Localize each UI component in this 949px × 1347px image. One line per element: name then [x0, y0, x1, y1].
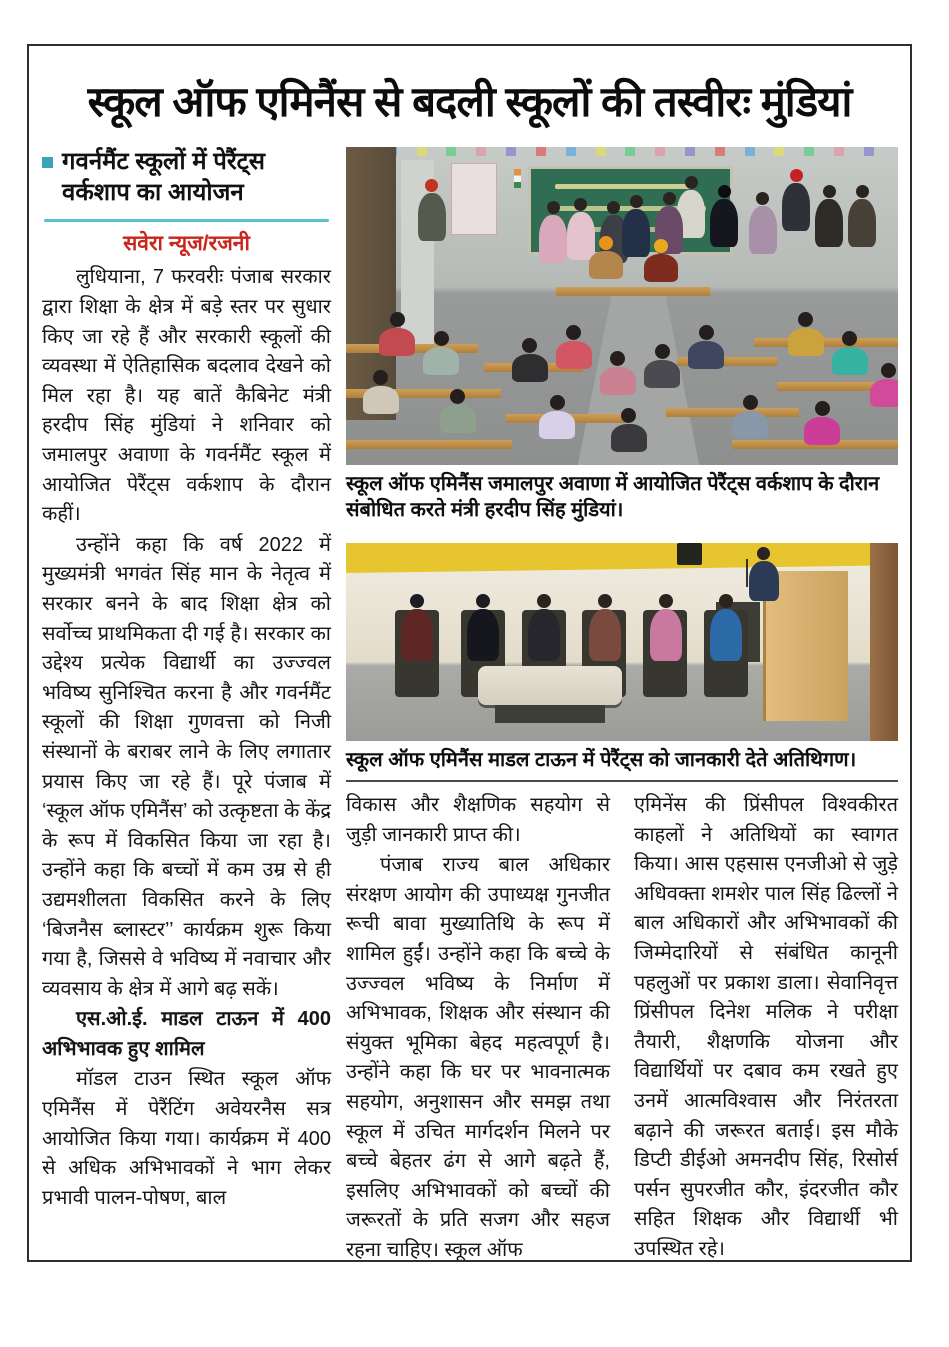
paragraph: लुधियाना, 7 फरवरीः पंजाब सरकार द्वारा शिक्षा के क्षेत्र में बड़े स्तर पर सुधार किए जा रहे हैं और सरकारी स्कूलों की व्यवस्था में ऐतिहासिक बदलाव देखने को मिल रहा है। यह बातें कैबिनेट मंत्री हरदीप सिंह मुंडियां ने शनिवार को जमालपुर अवाणा के गवर्नमैंट स्कूल में आयोजित पेरैंट्स वर्कशाप के दौरान कहीं। — [42, 266, 331, 526]
column-right — [634, 791, 898, 1262]
bunting-icon — [625, 147, 635, 156]
person-figure — [539, 201, 567, 263]
pillar — [870, 543, 898, 741]
person-figure — [788, 312, 824, 356]
paragraph: विकास और शैक्षणिक सहयोग से जुड़ी जानकारी प्राप्त की। — [346, 794, 610, 846]
bunting-icon — [446, 147, 456, 156]
person-figure — [418, 179, 446, 241]
headline: स्कूल ऑफ एमिनैंस से बदली स्कूलों की तस्वीरः मुंडियां — [87, 78, 852, 125]
bunting-icon — [536, 147, 546, 156]
person-figure — [589, 594, 621, 661]
photo-caption-1: स्कूल ऑफ एमिनैंस जमालपुर अवाणा में आयोजित पेरैंट्स वर्कशाप के दौरान संबोधित करते मंत्री हरदीप सिंह मुंडियां। — [346, 473, 880, 521]
bunting-icon — [566, 147, 576, 156]
person-figure — [539, 395, 575, 439]
person-figure — [644, 344, 680, 388]
person-figure — [732, 395, 768, 439]
person-figure — [782, 169, 810, 231]
table-base — [495, 705, 605, 723]
flag-icon — [514, 176, 521, 182]
desk — [754, 338, 898, 347]
bunting-icon — [685, 147, 695, 156]
bunting-icon — [417, 147, 427, 156]
person-figure — [528, 594, 560, 661]
photo-classroom — [346, 147, 898, 465]
bunting-icon — [655, 147, 665, 156]
person-figure — [832, 331, 868, 375]
bunting-icon — [774, 147, 784, 156]
person-figure — [379, 312, 415, 356]
bunting-icon — [476, 147, 486, 156]
sub-headline — [42, 147, 331, 208]
person-figure — [600, 351, 636, 395]
desk — [346, 440, 512, 449]
person-figure — [423, 331, 459, 375]
photo-caption-2: स्कूल ऑफ एमिनैंस माडल टाऊन में पेरैंट्स को जानकारी देते अतिथिगण। — [346, 747, 898, 782]
newspaper-clipping-frame — [27, 44, 912, 1262]
person-figure — [589, 236, 623, 279]
speaker-box — [677, 543, 702, 565]
person-figure — [644, 239, 678, 282]
microphone-stand-icon — [746, 559, 748, 587]
bunting-icon — [506, 147, 516, 156]
person-figure — [650, 594, 682, 661]
person-figure — [512, 338, 548, 382]
bunting-icon — [596, 147, 606, 156]
person-figure — [804, 401, 840, 445]
person-figure — [749, 192, 777, 254]
person-figure — [440, 389, 476, 433]
person-figure — [710, 594, 742, 661]
sub-headline-text: गवर्नमैंट स्कूलों में पेरैंट्स वर्कशाप का आयोजन — [62, 148, 266, 206]
paragraph: मॉडल टाउन स्थित स्कूल ऑफ एमिनैंस में पेरैंटिंग अवेयरनैस सत्र आयोजित किया गया। कार्यक्रम में 400 से अधिक अभिभावकों ने भाग लेकर प्रभावी पालन-पोषण, बाल — [42, 1068, 331, 1209]
person-figure — [815, 185, 843, 247]
bunting-icon — [745, 147, 755, 156]
paragraph: एमिनेंस की प्रिंसीपल विश्वकीरत काहलों ने अतिथियों का स्वागत किया। आस एहसास एनजीओ से जुड़े अधिवक्ता शमशेर पाल सिंह ढिल्लों ने बाल अधिकारों और अभिभावकों की जिम्मेदारियों से संबंधित कानूनी पहलुओं पर प्रकाश डाला। सेवानिवृत्त प्रिंसीपल दिनेश मलिक ने परीक्षा तैयारी, शैक्षणकि योजना और विद्यार्थियों पर दबाव कम रखते हुए उनमें आत्मविश्वास और निरंतरता बढ़ाने की जरूरत बताई। इस मौके डिप्टी डीईओ अमनदीप सिंह, रिसोर्स पर्सन सुपरजीत कौर, इंदरजीत कौर सहित शिक्षक और विद्यार्थी भी उपस्थित रहे। — [634, 794, 898, 1260]
paragraph: उन्होंने कहा कि वर्ष 2022 में मुख्यमंत्री भगवंत सिंह मान के नेतृत्व में सरकार बनने के बाद शिक्षा क्षेत्र को सर्वोच्च प्राथमिकता दी गई है। सरकार का उद्देश्य प्रत्येक विद्यार्थी का उज्ज्वल भविष्य सुनिश्चित करना है और गवर्नमैंट स्कूलों की शिक्षा गुणवत्ता को निजी संस्थानों के बराबर लाने के लिए लगातार प्रयास किए जा रहे हैं। पूरे पंजाब में ‘स्कूल ऑफ एमिनैंस’ को उत्कृष्टता के केंद्र के रूप में विकसित किया जा रहा है। उन्होंने कहा कि बच्चों में कम उम्र से ही उद्यमशीलता विकसित करने के लिए ‘बिजनैस ब्लास्टर’’ कार्यक्रम शुरू किया गया है, जिससे वे भविष्य में नवाचार और व्यवसाय के क्षेत्र में आगे बढ़ सकें। — [42, 533, 331, 1000]
bunting-icon — [715, 147, 725, 156]
bunting-icon — [864, 147, 874, 156]
poster — [451, 163, 497, 235]
right-region — [346, 147, 898, 1262]
person-figure — [848, 185, 876, 247]
person-figure — [401, 594, 433, 661]
table — [478, 666, 622, 706]
person-figure — [611, 408, 647, 452]
desk — [556, 287, 711, 296]
person-figure — [556, 325, 592, 369]
bunting-icon — [804, 147, 814, 156]
flag-icon — [514, 169, 521, 175]
paragraph: पंजाब राज्य बाल अधिकार संरक्षण आयोग की उपाध्यक्ष गुनजीत रूची बावा मुख्यातिथि के रूप में शामिल हुईं। उन्होंने कहा कि बच्चे के उज्ज्वल भविष्य के निर्माण में अभिभावक, शिक्षक और संस्थान की संयुक्त भूमिका बेहद महत्वपूर्ण है। उन्होंने कहा कि घर पर भावनात्मक सहयोग, अनुशासन और समझ तथा स्कूल में उचित मार्गदर्शन मिलने पर बच्चे बेहतर ढंग से आगे बढ़ते हैं, इसलिए अभिभावकों को बच्चों की जरूरतों के प्रति सजग और सहज रहना चाहिए। स्कूल ऑफ — [346, 854, 610, 1261]
person-figure — [870, 363, 898, 407]
left-column — [42, 147, 331, 1262]
bottom-columns — [346, 791, 898, 1262]
person-figure — [363, 370, 399, 414]
article-body — [29, 139, 910, 1262]
person-figure — [467, 594, 499, 661]
photo-stage — [346, 543, 898, 741]
flag-icon — [514, 182, 521, 188]
person-figure — [688, 325, 724, 369]
person-figure — [749, 547, 779, 601]
person-figure — [710, 185, 738, 247]
byline: सवेरा न्यूज/रजनी — [123, 232, 250, 256]
bunting-icon — [834, 147, 844, 156]
bullet-square-icon — [42, 157, 53, 168]
teal-rule — [44, 219, 329, 222]
chalk-text-line — [555, 184, 694, 189]
inline-sub-headline: एस.ओ.ई. माडल टाऊन में 400 अभिभावक हुए शामिल — [42, 1008, 331, 1060]
column-middle — [346, 791, 610, 1262]
